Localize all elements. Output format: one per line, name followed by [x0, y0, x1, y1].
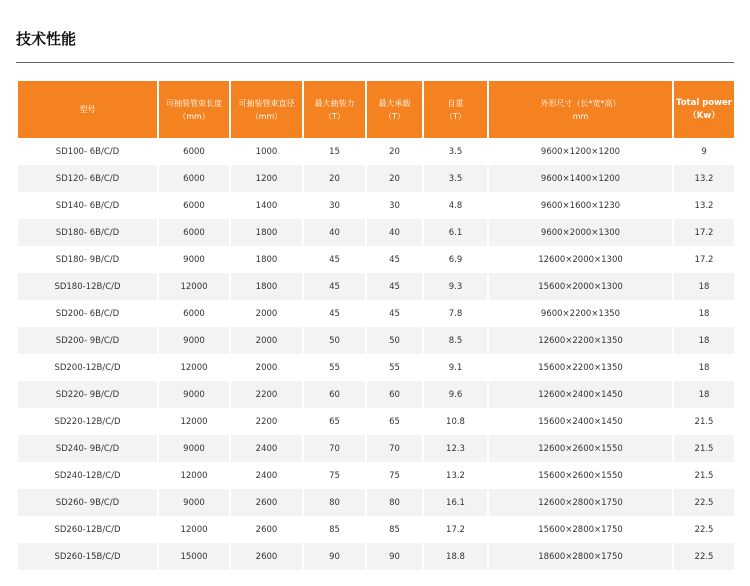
cell-max-pulling-force: 90 [304, 543, 365, 570]
cell-max-pulling-force: 70 [304, 435, 365, 462]
table-row [18, 246, 734, 273]
table-row [18, 165, 734, 192]
cell-total-power: 18 [674, 327, 734, 354]
cell-self-weight: 9.6 [424, 381, 487, 408]
cell-total-power: 17.2 [674, 219, 734, 246]
cell-model: SD180- 9B/C/D [18, 246, 157, 273]
cell-max-pulling-force: 45 [304, 246, 365, 273]
cell-bundle-diameter: 2600 [231, 543, 302, 570]
cell-self-weight: 8.5 [424, 327, 487, 354]
cell-max-load: 85 [367, 516, 422, 543]
cell-total-power: 21.5 [674, 462, 734, 489]
cell-bundle-length: 9000 [159, 246, 229, 273]
cell-self-weight: 10.8 [424, 408, 487, 435]
cell-bundle-diameter: 1800 [231, 273, 302, 300]
cell-bundle-length: 9000 [159, 489, 229, 516]
cell-max-pulling-force: 50 [304, 327, 365, 354]
cell-max-load: 90 [367, 543, 422, 570]
cell-bundle-diameter: 1400 [231, 192, 302, 219]
cell-model: SD120- 6B/C/D [18, 165, 157, 192]
cell-bundle-length: 6000 [159, 300, 229, 327]
cell-bundle-length: 6000 [159, 138, 229, 165]
header-max-load: 最大承载 （T） [367, 81, 422, 138]
cell-bundle-diameter: 2000 [231, 300, 302, 327]
table-row [18, 300, 734, 327]
cell-total-power: 13.2 [674, 192, 734, 219]
cell-max-load: 65 [367, 408, 422, 435]
cell-self-weight: 6.1 [424, 219, 487, 246]
cell-self-weight: 9.1 [424, 354, 487, 381]
cell-bundle-length: 12000 [159, 516, 229, 543]
cell-bundle-length: 6000 [159, 165, 229, 192]
cell-max-pulling-force: 60 [304, 381, 365, 408]
cell-total-power: 22.5 [674, 516, 734, 543]
cell-max-load: 45 [367, 273, 422, 300]
cell-bundle-diameter: 2200 [231, 381, 302, 408]
header-model: 型号 [18, 81, 157, 138]
header-max-pulling-force: 最大抽装力 （T） [304, 81, 365, 138]
cell-bundle-diameter: 2600 [231, 516, 302, 543]
cell-dimensions: 9600×1200×1200 [489, 138, 672, 165]
cell-dimensions: 12600×2600×1550 [489, 435, 672, 462]
cell-max-load: 45 [367, 300, 422, 327]
cell-model: SD240- 9B/C/D [18, 435, 157, 462]
cell-model: SD260-12B/C/D [18, 516, 157, 543]
table-row [18, 219, 734, 246]
cell-bundle-length: 12000 [159, 408, 229, 435]
cell-max-load: 75 [367, 462, 422, 489]
cell-max-pulling-force: 85 [304, 516, 365, 543]
table-row [18, 462, 734, 489]
cell-self-weight: 7.8 [424, 300, 487, 327]
cell-dimensions: 12600×2800×1750 [489, 489, 672, 516]
cell-bundle-length: 12000 [159, 354, 229, 381]
cell-total-power: 18 [674, 381, 734, 408]
cell-bundle-length: 9000 [159, 327, 229, 354]
table-row [18, 489, 734, 516]
cell-model: SD140- 6B/C/D [18, 192, 157, 219]
cell-total-power: 13.2 [674, 165, 734, 192]
cell-bundle-length: 12000 [159, 273, 229, 300]
header-self-weight: 自重 （T） [424, 81, 487, 138]
cell-max-load: 80 [367, 489, 422, 516]
cell-total-power: 21.5 [674, 408, 734, 435]
title-divider [16, 62, 734, 63]
cell-total-power: 22.5 [674, 543, 734, 570]
cell-dimensions: 15600×2000×1300 [489, 273, 672, 300]
cell-self-weight: 3.5 [424, 138, 487, 165]
cell-model: SD200- 6B/C/D [18, 300, 157, 327]
cell-dimensions: 9600×1600×1230 [489, 192, 672, 219]
cell-max-pulling-force: 45 [304, 273, 365, 300]
cell-total-power: 18 [674, 354, 734, 381]
cell-dimensions: 15600×2200×1350 [489, 354, 672, 381]
cell-model: SD180- 6B/C/D [18, 219, 157, 246]
cell-bundle-length: 9000 [159, 381, 229, 408]
cell-bundle-diameter: 2000 [231, 354, 302, 381]
cell-bundle-length: 9000 [159, 435, 229, 462]
cell-max-pulling-force: 75 [304, 462, 365, 489]
table-row [18, 381, 734, 408]
cell-max-load: 55 [367, 354, 422, 381]
cell-dimensions: 15600×2600×1550 [489, 462, 672, 489]
cell-dimensions: 9600×2200×1350 [489, 300, 672, 327]
cell-max-pulling-force: 80 [304, 489, 365, 516]
cell-bundle-diameter: 2200 [231, 408, 302, 435]
cell-model: SD220- 9B/C/D [18, 381, 157, 408]
cell-self-weight: 9.3 [424, 273, 487, 300]
header-total-power: Total power （Kw） [674, 81, 734, 138]
table-body [18, 138, 734, 570]
cell-dimensions: 9600×1400×1200 [489, 165, 672, 192]
cell-bundle-diameter: 1800 [231, 246, 302, 273]
cell-self-weight: 12.3 [424, 435, 487, 462]
cell-max-pulling-force: 30 [304, 192, 365, 219]
cell-bundle-length: 12000 [159, 462, 229, 489]
cell-bundle-diameter: 2400 [231, 462, 302, 489]
table-row [18, 192, 734, 219]
cell-dimensions: 18600×2800×1750 [489, 543, 672, 570]
cell-bundle-diameter: 1000 [231, 138, 302, 165]
table-row [18, 516, 734, 543]
table-header-row [18, 81, 734, 138]
cell-total-power: 17.2 [674, 246, 734, 273]
cell-max-load: 40 [367, 219, 422, 246]
cell-total-power: 18 [674, 273, 734, 300]
cell-total-power: 21.5 [674, 435, 734, 462]
cell-total-power: 22.5 [674, 489, 734, 516]
cell-max-load: 20 [367, 138, 422, 165]
page-title: 技术性能 [16, 30, 77, 48]
cell-max-load: 30 [367, 192, 422, 219]
cell-max-pulling-force: 55 [304, 354, 365, 381]
table-row [18, 327, 734, 354]
cell-model: SD240-12B/C/D [18, 462, 157, 489]
cell-self-weight: 17.2 [424, 516, 487, 543]
cell-self-weight: 4.8 [424, 192, 487, 219]
cell-bundle-length: 15000 [159, 543, 229, 570]
table-row [18, 138, 734, 165]
table-row [18, 435, 734, 462]
cell-max-load: 45 [367, 246, 422, 273]
cell-self-weight: 3.5 [424, 165, 487, 192]
cell-model: SD200- 9B/C/D [18, 327, 157, 354]
table-row [18, 543, 734, 570]
cell-max-pulling-force: 40 [304, 219, 365, 246]
cell-max-load: 50 [367, 327, 422, 354]
cell-bundle-diameter: 1200 [231, 165, 302, 192]
cell-bundle-length: 6000 [159, 192, 229, 219]
cell-self-weight: 16.1 [424, 489, 487, 516]
cell-self-weight: 6.9 [424, 246, 487, 273]
cell-dimensions: 12600×2400×1450 [489, 381, 672, 408]
cell-max-pulling-force: 65 [304, 408, 365, 435]
cell-bundle-diameter: 1800 [231, 219, 302, 246]
cell-model: SD220-12B/C/D [18, 408, 157, 435]
cell-total-power: 9 [674, 138, 734, 165]
cell-model: SD180-12B/C/D [18, 273, 157, 300]
cell-max-pulling-force: 45 [304, 300, 365, 327]
spec-table [16, 81, 736, 570]
cell-model: SD260-15B/C/D [18, 543, 157, 570]
cell-self-weight: 13.2 [424, 462, 487, 489]
table-row [18, 408, 734, 435]
cell-model: SD200-12B/C/D [18, 354, 157, 381]
cell-bundle-length: 6000 [159, 219, 229, 246]
cell-dimensions: 12600×2200×1350 [489, 327, 672, 354]
cell-model: SD260- 9B/C/D [18, 489, 157, 516]
cell-dimensions: 15600×2400×1450 [489, 408, 672, 435]
header-bundle-length: 可抽装管束长度 （mm） [159, 81, 229, 138]
cell-dimensions: 12600×2000×1300 [489, 246, 672, 273]
cell-max-load: 70 [367, 435, 422, 462]
cell-self-weight: 18.8 [424, 543, 487, 570]
cell-max-pulling-force: 15 [304, 138, 365, 165]
cell-dimensions: 15600×2800×1750 [489, 516, 672, 543]
header-dimensions: 外形尺寸（长*宽*高） mm [489, 81, 672, 138]
cell-max-load: 60 [367, 381, 422, 408]
header-bundle-diameter: 可抽装管束直径 （mm） [231, 81, 302, 138]
table-row [18, 354, 734, 381]
cell-model: SD100- 6B/C/D [18, 138, 157, 165]
cell-dimensions: 9600×2000×1300 [489, 219, 672, 246]
cell-total-power: 18 [674, 300, 734, 327]
cell-bundle-diameter: 2400 [231, 435, 302, 462]
cell-max-load: 20 [367, 165, 422, 192]
table-row [18, 273, 734, 300]
cell-bundle-diameter: 2600 [231, 489, 302, 516]
cell-bundle-diameter: 2000 [231, 327, 302, 354]
cell-max-pulling-force: 20 [304, 165, 365, 192]
